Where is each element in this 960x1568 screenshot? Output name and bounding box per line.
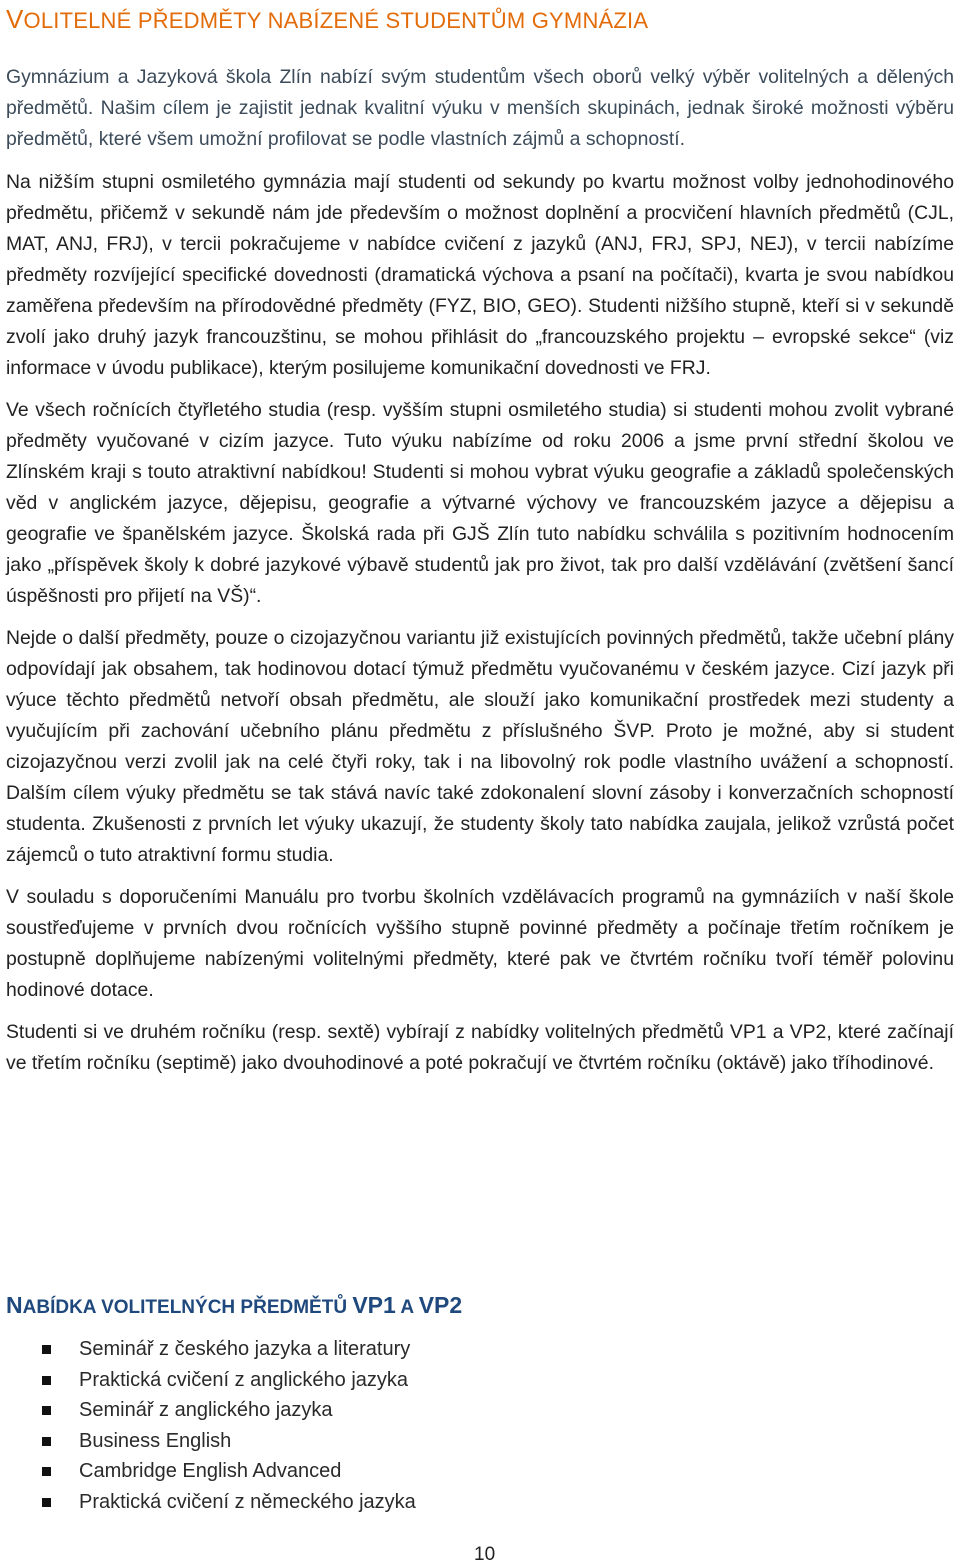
- paragraph-bilingual-variant: Nejde o další předměty, pouze o cizojazyčnou variantu již existujících povinných předmětů, takže učební plány odpovídají jak obsahem, tak hodinovou dotací týmuž předmětu vyučovanému v českém jazyce. Cizí jazyk při výuce těchto předmětů netvoří obsah předmětu, ale slouží jako komunikační prostředek mezi studenty a vyučujícím při zachování učebního plánu předmětu z příslušného ŠVP. Proto je možné, aby si student cizojazyčnou verzi zvolil jak na celé čtyři roky, tak i na libovolný rok podle vlastního uvážení a schopností. Dalším cílem výuky předmětu se tak stává navíc také zdokonalení slovní zásoby i konverzačních schopností studenta. Zkušenosti z prvních let výuky ukazují, že studenty školy tato nabídka zaujala, jelikož vzrůstá počet zájemců o tuto atraktivní formu studia.: [6, 627, 954, 866]
- list-item: [6, 1334, 416, 1365]
- square-bullet-icon: [42, 1376, 51, 1385]
- section-title-vp2: VP2: [418, 1292, 463, 1318]
- course-name: Praktická cvičení z anglického jazyka: [79, 1368, 409, 1391]
- course-name: Seminář z českého jazyka a literatury: [79, 1338, 411, 1360]
- paragraph-lower-grades: Na nižším stupni osmiletého gymnázia mají studenti od sekundy po kvartu možnost volby jednohodinového předmětu, přičemž v sekundě nám jde především o možnost doplnění a procvičení hlavních předmětů (CJL, MAT, ANJ, FRJ), v tercii pokračujeme v nabídce cvičení z jazyků (ANJ, FRJ, SPJ, NEJ), v tercii nabízíme předměty rozvíjející specifické dovednosti (dramatická výchova a psaní na počítači), kvarta je svou nabídkou zaměřena především na přírodovědné předměty (FYZ, BIO, GEO). Studenti nižšího stupně, kteří si v sekundě zvolí jako druhý jazyk francouzštinu, se mohou přihlásit do „francouzského projektu – evropské sekce“ (viz informace v úvodu publikace), kterým posilujeme komunikační dovednosti ve FRJ.: [6, 171, 954, 379]
- square-bullet-icon: [42, 1498, 51, 1507]
- course-name: Business English: [79, 1429, 232, 1452]
- square-bullet-icon: [42, 1437, 51, 1446]
- paragraph-foreign-language-subjects: Ve všech ročnících čtyřletého studia (resp. vyšším stupni osmiletého studia) si studenti mohou zvolit vybrané předměty vyučované v cizím jazyce. Tuto výuku nabízíme od roku 2006 a jsme první střední školou ve Zlínském kraji s touto atraktivní nabídkou! Studenti si mohou vybrat výuku geografie a základů společenských věd v anglickém jazyce, dějepisu, geografie a výtvarné výchovy ve francouzském jazyce a dějepisu a geografie ve španělském jazyce. Školská rada při GJŠ Zlín tuto nabídku schválila s pozitivním hodnocením jako „příspěvek školy k dobré jazykové výbavě studentů jak pro život, tak pro další vzdělávání (zvětšení šancí úspěšnosti pro přijetí na VŠ)“.: [6, 399, 954, 607]
- section-title-joiner: A: [395, 1297, 419, 1318]
- square-bullet-icon: [42, 1467, 51, 1476]
- body-text: [6, 62, 954, 1090]
- course-name: Cambridge English Advanced: [79, 1460, 342, 1483]
- section-title-vp1: VP1: [352, 1292, 396, 1318]
- section-title-middle: ABÍDKA VOLITELNÝCH PŘEDMĚTŮ: [22, 1297, 353, 1318]
- page-number: 10: [474, 1544, 496, 1565]
- list-item: [6, 1456, 416, 1487]
- title-rest: OLITELNÉ PŘEDMĚTY NABÍZENÉ STUDENTŮM GYMNÁZIA: [23, 8, 649, 33]
- title-initial: V: [6, 4, 24, 34]
- paragraph-vp-selection: Studenti si ve druhém ročníku (resp. sextě) vybírají z nabídky volitelných předmětů VP1 a VP2, které začínají ve třetím ročníku (septimě) jako dvouhodinové a poté pokračují ve čtvrtém ročníku (oktávě) jako tříhodinové.: [6, 1021, 954, 1074]
- paragraph-curriculum: V souladu s doporučeními Manuálu pro tvorbu školních vzdělávacích programů na gymnáziích v naší škole soustřeďujeme v prvních dvou ročnících vyššího stupně povinné předměty a počínaje třetím ročníkem je postupně doplňujeme nabízenými volitelnými předměty, které pak ve čtvrtém ročníku tvoří téměř polovinu hodinové dotace.: [6, 886, 954, 1001]
- section-title-initial: N: [6, 1292, 23, 1318]
- course-list: [6, 1334, 416, 1518]
- square-bullet-icon: [42, 1345, 51, 1354]
- list-item: [6, 1426, 416, 1457]
- course-name: Praktická cvičení z německého jazyka: [79, 1490, 416, 1513]
- list-item: [6, 1365, 416, 1396]
- list-item: [6, 1395, 416, 1426]
- section-title: [6, 1292, 462, 1319]
- intro-paragraph: Gymnázium a Jazyková škola Zlín nabízí svým studentům všech oborů velký výběr volitelných a dělených předmětů. Našim cílem je zajistit jednak kvalitní výuku v menších skupinách, jednak široké možnosti výběru předmětů, které všem umožní profilovat se podle vlastních zájmů a schopností.: [6, 66, 954, 150]
- list-item: [6, 1487, 416, 1518]
- page-title: [6, 4, 648, 35]
- course-name: Seminář z anglického jazyka: [79, 1399, 333, 1422]
- square-bullet-icon: [42, 1406, 51, 1415]
